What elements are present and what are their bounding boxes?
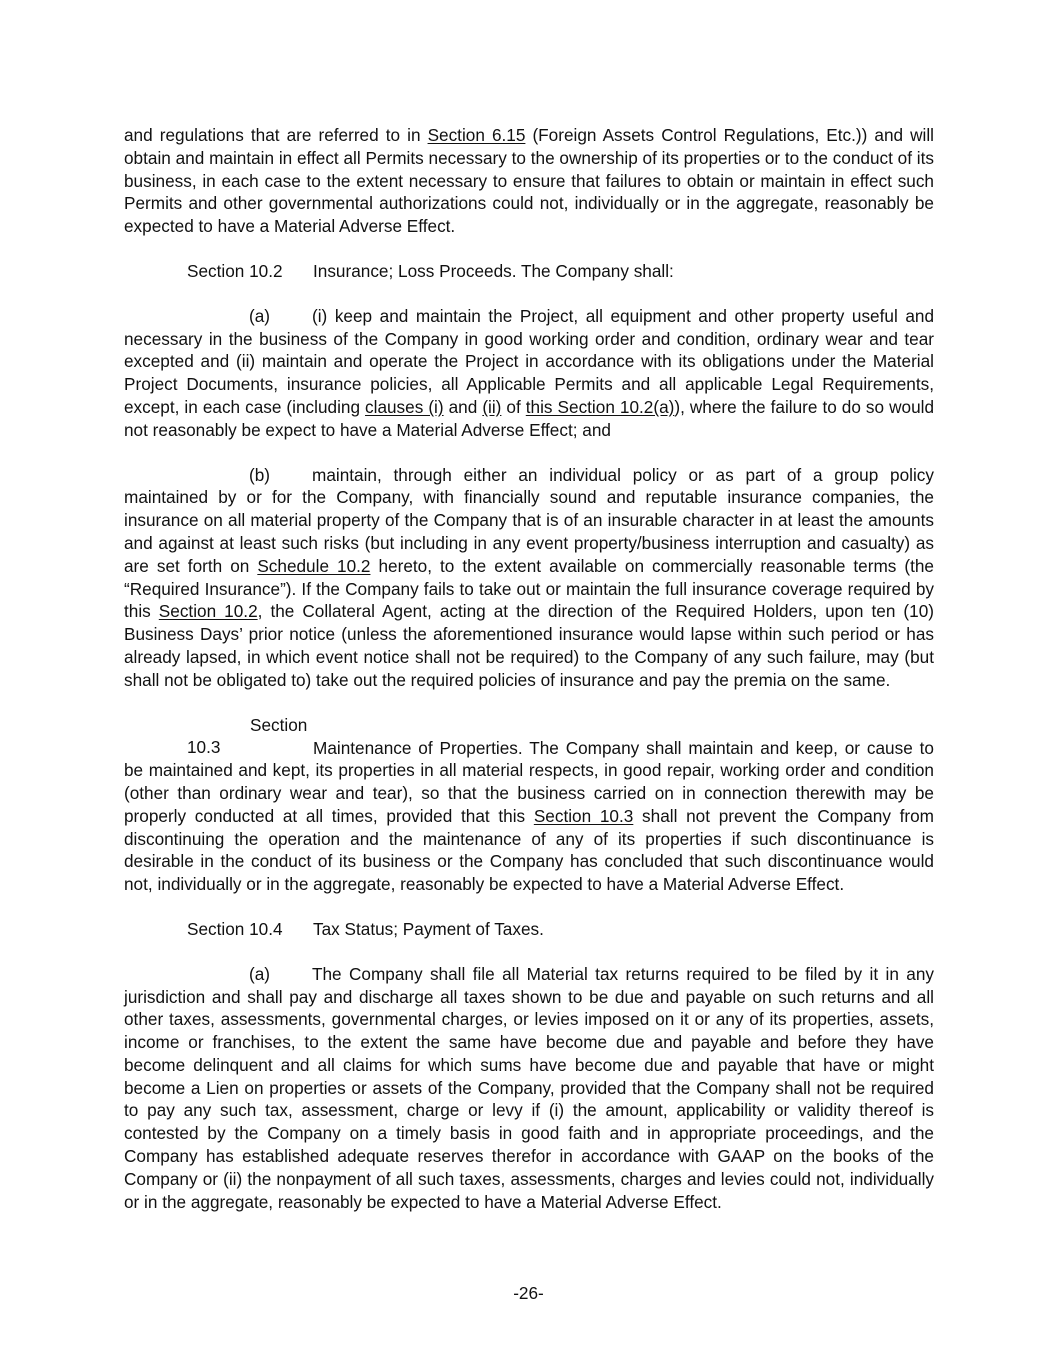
section-title: Tax Status; Payment of Taxes. <box>313 918 544 939</box>
section-title: Insurance; Loss Proceeds. The Company shall: <box>313 260 674 281</box>
section-10-2-a <box>124 305 934 442</box>
text-segment: hereto, to the extent available on commercially reasonable terms (the “Required Insurance”). If the Company fails to take out or maintain the full insurance coverage required by this <box>124 555 934 622</box>
text-segment: (Foreign Assets Control Regulations, Etc.)) and will obtain and maintain in effect all Permits necessary to the ownership of its properties or to the conduct of its business, in each case to the extent necessary to ensure that failures to obtain or maintain in effect such Permits and other governmental authorizations could not, individually or in the aggregate, reasonably be expected to have a Material Adverse Effect. <box>124 125 934 237</box>
text-segment: (i) keep and maintain the Project, all equipment and other property useful and necessary in the business of the Company in good working order and condition, ordinary wear and tear excepted and (ii) maintain and operate the Project in accordance with its obligations under the Material Project Documents, insurance policies, all Applicable Permits and all applicable Legal Requirements, except, in each case (including <box>124 305 934 417</box>
continued-paragraph <box>124 124 934 238</box>
text-segment: and <box>443 396 483 417</box>
section-10-2-b <box>124 464 934 692</box>
cross-reference-section-10-3: Section 10.3 <box>533 805 634 826</box>
clause-label: (b) <box>249 464 271 485</box>
section-10-3 <box>124 714 934 896</box>
clause-label: (a) <box>249 963 271 984</box>
text-segment: and regulations that are referred to in <box>124 125 428 145</box>
document-body <box>124 124 934 1235</box>
text-segment: shall not prevent the Company from discontinuing the operation and the maintenance of any of its properties if such discontinuance is desirable in the conduct of its business or the Company has concluded that such discontinuance would not, individually or in the aggregate, reasonably be expected to have a Material Adverse Effect. <box>124 805 934 895</box>
section-number: Section 10.2 <box>187 260 283 281</box>
section-number: Section 10.3 <box>187 714 308 758</box>
page-number: -26- <box>513 1283 544 1303</box>
section-10-4-heading <box>187 918 934 941</box>
section-10-2-heading <box>187 260 934 283</box>
text-segment: Maintenance of Properties. The Company shall maintain and keep, or cause to be maintained and kept, its properties in all material respects, in good repair, working order and condition (other than ordinary wear and tear), so that the business carried on in connection therewith may be properly conducted at all times, provided that this <box>124 737 934 826</box>
text-segment: of <box>501 396 526 417</box>
text-segment: maintain, through either an individual policy or as part of a group policy maintained by or for the Company, with financially sound and reputable insurance companies, the insurance on all material property of the Company that is of an insurable character in at least the amounts and against at least such risks (but including in any event property/business interruption and casualty) as are set forth on <box>124 464 934 576</box>
cross-reference-clause-ii: (ii) <box>482 396 502 417</box>
text-segment: , the Collateral Agent, acting at the direction of the Required Holders, upon ten (10) Business Days’ prior notice (unless the aforementioned insurance would lapse within such period or has already lapsed, in which event notice shall not be required) to the Company of any such failure, may (but shall not be obligated to) take out the required policies of insurance and pay the premia on the same. <box>124 601 934 690</box>
cross-reference-section-10-2-a: this Section 10.2(a) <box>525 396 675 417</box>
clause-label: (a) <box>249 305 271 326</box>
section-number: Section 10.4 <box>187 918 283 939</box>
cross-reference-clause-i: clauses (i) <box>365 396 444 417</box>
cross-reference-section-6-15: Section 6.15 <box>427 125 526 145</box>
text-segment: The Company shall file all Material tax returns required to be filed by it in any jurisdiction and shall pay and discharge all taxes shown to be due and payable on such returns and all other taxes, assessments, governmental charges, or levies imposed on it or any of its properties, assets, income or franchises, to the extent the same have become due and payable and before they have become delinquent and all claims for which sums have become due and payable that have or might become a Lien on properties or assets of the Company, provided that the Company shall not be required to pay any such tax, assessment, charge or levy if (i) the amount, applicability or validity thereof is contested by the Company on a timely basis in good faith and in appropriate proceedings, and the Company has established adequate reserves therefor in accordance with GAAP on the books of the Company or (ii) the nonpayment of all such taxes, assessments, charges and levies could not, individually or in the aggregate, reasonably be expected to have a Material Adverse Effect. <box>124 963 934 1212</box>
text-segment: ), where the failure to do so would not reasonably be expect to have a Material Adverse Effect; and <box>124 396 935 440</box>
cross-reference-schedule-10-2: Schedule 10.2 <box>257 555 371 576</box>
cross-reference-section-10-2: Section 10.2 <box>158 601 258 622</box>
section-10-4-a <box>124 963 934 1214</box>
